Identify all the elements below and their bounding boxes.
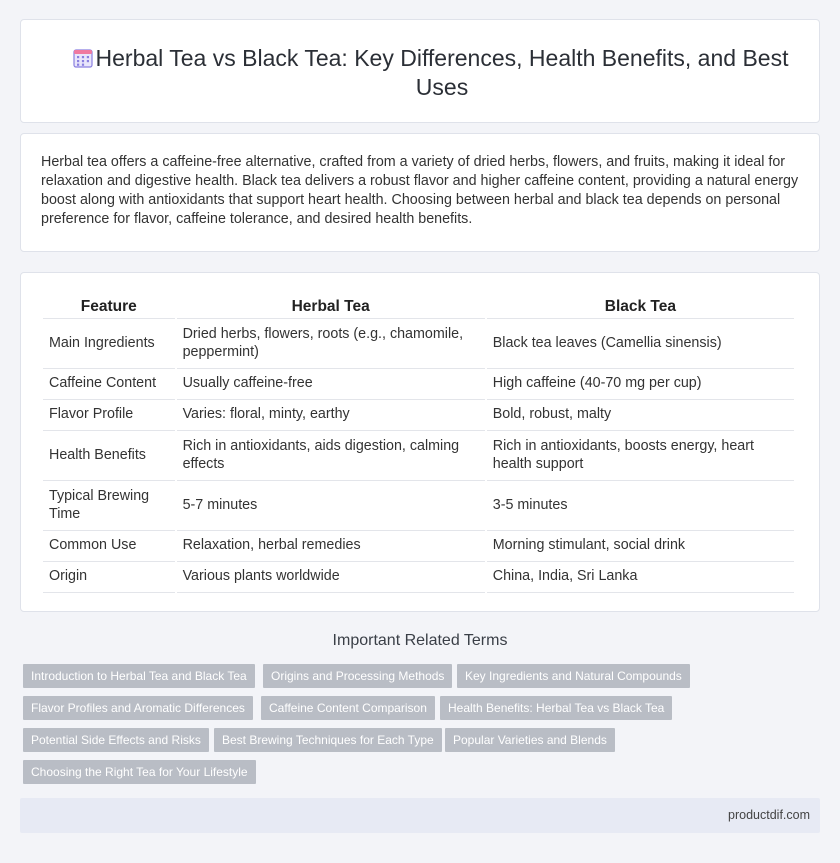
comparison-table-card — [20, 272, 820, 612]
feature-cell: Main Ingredients — [43, 319, 175, 369]
related-tag[interactable]: Best Brewing Techniques for Each Type — [214, 728, 442, 752]
herbal-cell: Rich in antioxidants, aids digestion, calming effects — [177, 431, 485, 481]
related-tag[interactable]: Flavor Profiles and Aromatic Differences — [23, 696, 253, 720]
black-cell: Bold, robust, malty — [487, 400, 794, 431]
herbal-cell: Dried herbs, flowers, roots (e.g., chamomile, peppermint) — [177, 319, 485, 369]
black-cell: China, India, Sri Lanka — [487, 562, 794, 593]
table-row — [43, 431, 794, 481]
table-header-row — [43, 295, 794, 319]
black-cell: High caffeine (40-70 mg per cup) — [487, 369, 794, 400]
black-cell: Morning stimulant, social drink — [487, 531, 794, 562]
feature-cell: Common Use — [43, 531, 175, 562]
feature-cell: Health Benefits — [43, 431, 175, 481]
header-black-tea: Black Tea — [487, 295, 794, 319]
black-cell: 3-5 minutes — [487, 481, 794, 531]
herbal-cell: 5-7 minutes — [177, 481, 485, 531]
related-tag[interactable]: Health Benefits: Herbal Tea vs Black Tea — [440, 696, 672, 720]
table-row — [43, 400, 794, 431]
related-tag[interactable]: Introduction to Herbal Tea and Black Tea — [23, 664, 255, 688]
herbal-cell: Various plants worldwide — [177, 562, 485, 593]
related-tag[interactable]: Origins and Processing Methods — [263, 664, 452, 688]
black-cell: Black tea leaves (Camellia sinensis) — [487, 319, 794, 369]
black-cell: Rich in antioxidants, boosts energy, heart health support — [487, 431, 794, 481]
related-tag[interactable]: Caffeine Content Comparison — [261, 696, 435, 720]
related-tag[interactable]: Potential Side Effects and Risks — [23, 728, 209, 752]
table-row — [43, 531, 794, 562]
feature-cell: Typical Brewing Time — [43, 481, 175, 531]
header-card — [20, 19, 820, 123]
footer-site-link[interactable]: productdif.com — [728, 808, 810, 822]
table-row — [43, 319, 794, 369]
feature-cell: Flavor Profile — [43, 400, 175, 431]
table-row — [43, 369, 794, 400]
herbal-cell: Varies: floral, minty, earthy — [177, 400, 485, 431]
footer — [20, 798, 820, 833]
related-tag[interactable]: Key Ingredients and Natural Compounds — [457, 664, 690, 688]
herbal-cell: Relaxation, herbal remedies — [177, 531, 485, 562]
intro-paragraph: Herbal tea offers a caffeine-free alternative, crafted from a variety of dried herbs, flowers, and fruits, making it ideal for relaxation and digestive health. Black tea delivers a robust flavor and higher caffeine content, providing a natural energy boost along with antioxidants that support heart health. Choosing between herbal and black tea depends on personal preference for flavor, caffeine tolerance, and desired health benefits. — [41, 154, 799, 227]
page-title: Herbal Tea vs Black Tea: Key Differences, Health Benefits, and Best Uses — [95, 45, 789, 100]
intro-card — [20, 133, 820, 252]
header-feature: Feature — [43, 295, 175, 319]
comparison-table — [41, 295, 796, 593]
herbal-cell: Usually caffeine-free — [177, 369, 485, 400]
header-herbal-tea: Herbal Tea — [177, 295, 485, 319]
related-terms-title: Important Related Terms — [332, 632, 508, 649]
feature-cell: Origin — [43, 562, 175, 593]
table-row — [43, 481, 794, 531]
related-tag[interactable]: Popular Varieties and Blends — [445, 728, 615, 752]
table-row — [43, 562, 794, 593]
related-tag[interactable]: Choosing the Right Tea for Your Lifestyle — [23, 760, 256, 784]
feature-cell: Caffeine Content — [43, 369, 175, 400]
